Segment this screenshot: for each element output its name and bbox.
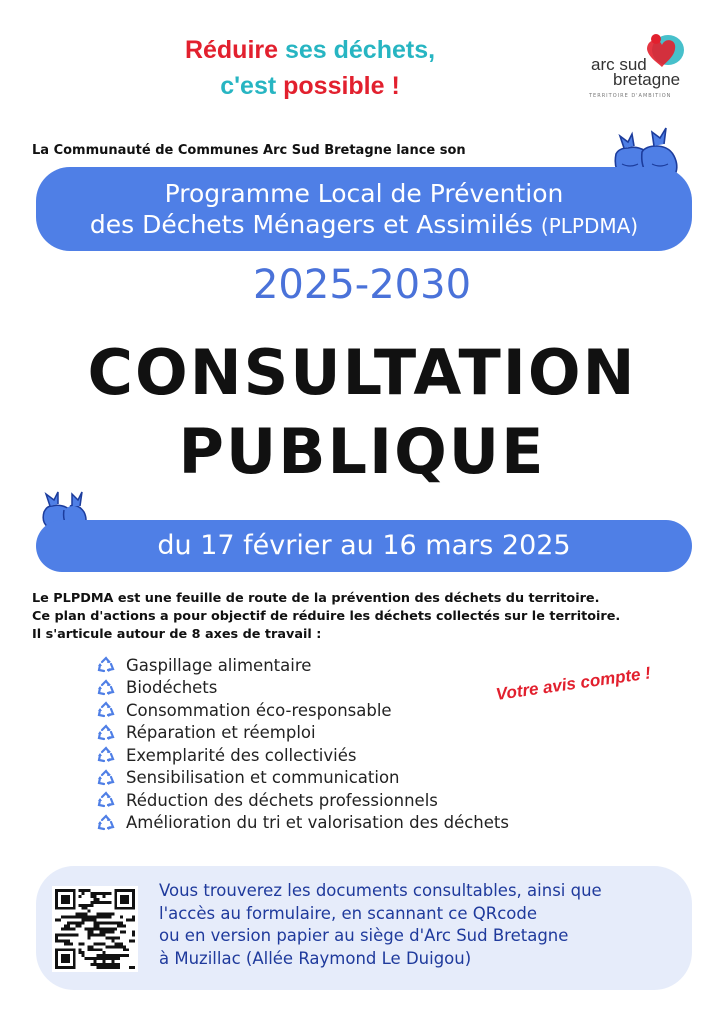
callout-votre-avis: Votre avis compte !	[494, 663, 652, 704]
recycle-icon	[95, 701, 117, 719]
axis-label: Biodéchets	[126, 678, 218, 698]
slogan-text-possible: possible !	[276, 72, 400, 100]
list-item	[95, 744, 509, 767]
logo-tagline: TERRITOIRE D'AMBITION	[589, 93, 672, 99]
recycle-icon	[95, 724, 117, 742]
slogan	[130, 32, 490, 104]
recycle-icon	[95, 791, 117, 809]
recycle-icon	[95, 769, 117, 787]
description-line-1: Le PLPDMA est une feuille de route de la prévention des déchets du territoire.	[32, 591, 600, 606]
intro-text: La Communauté de Communes Arc Sud Bretagne lance son	[32, 143, 466, 158]
headline-consultation: CONSULTATION	[87, 336, 637, 409]
program-line-1: Programme Local de Prévention	[164, 179, 564, 208]
program-banner	[36, 167, 692, 251]
info-line-2: l'accès au formulaire, en scannant ce QRcode	[159, 903, 537, 923]
list-item	[95, 722, 509, 745]
program-acronym: (PLPDMA)	[540, 214, 639, 238]
list-item	[95, 767, 509, 790]
logo-text-bretagne: bretagne	[613, 70, 681, 89]
info-line-1: Vous trouverez les documents consultables, ainsi que	[159, 881, 602, 900]
info-line-3: ou en version papier au siège d'Arc Sud Bretagne	[159, 926, 569, 945]
recycle-icon	[95, 679, 117, 697]
description	[32, 590, 620, 644]
qr-code[interactable]	[52, 886, 138, 972]
axis-label: Exemplarité des collectiviés	[126, 745, 357, 765]
info-text	[159, 880, 602, 970]
slogan-line-1	[130, 32, 490, 68]
list-item	[95, 789, 509, 812]
slogan-line-2	[130, 68, 490, 104]
logo-wordmark	[585, 57, 695, 87]
headline-publique: PUBLIQUE	[178, 415, 546, 488]
info-line-4: à Muzillac (Allée Raymond Le Duigou)	[159, 948, 472, 968]
axis-label: Réparation et réemploi	[126, 723, 316, 743]
axis-label: Gaspillage alimentaire	[126, 655, 312, 675]
description-line-3: Il s'articule autour de 8 axes de travail :	[32, 627, 322, 642]
logo-text-arc-sud: arc sud	[591, 55, 647, 74]
program-line-2	[36, 209, 692, 242]
list-item	[95, 699, 509, 722]
dates-banner: du 17 février au 16 mars 2025	[36, 520, 692, 572]
axis-label: Amélioration du tri et valorisation des déchets	[126, 813, 509, 833]
recycle-icon	[95, 814, 117, 832]
description-line-2: Ce plan d'actions a pour objectif de réduire les déchets collectés sur le territoire.	[32, 609, 621, 624]
list-item	[95, 677, 509, 700]
list-item	[95, 812, 509, 835]
axes-list	[95, 654, 509, 834]
axis-label: Sensibilisation et communication	[126, 768, 400, 788]
years-range: 2025-2030	[252, 262, 472, 308]
recycle-icon	[95, 656, 117, 674]
slogan-word-reduire: Réduire	[184, 36, 279, 64]
slogan-word-cest: c'est	[220, 72, 277, 100]
list-item	[95, 654, 509, 677]
program-line-2-main: des Déchets Ménagers et Assimilés	[89, 210, 533, 239]
slogan-text-dechets: ses déchets,	[278, 36, 436, 64]
arc-sud-bretagne-logo	[585, 35, 695, 105]
axis-label: Consommation éco-responsable	[126, 700, 392, 720]
recycle-icon	[95, 746, 117, 764]
axis-label: Réduction des déchets professionnels	[126, 790, 438, 810]
